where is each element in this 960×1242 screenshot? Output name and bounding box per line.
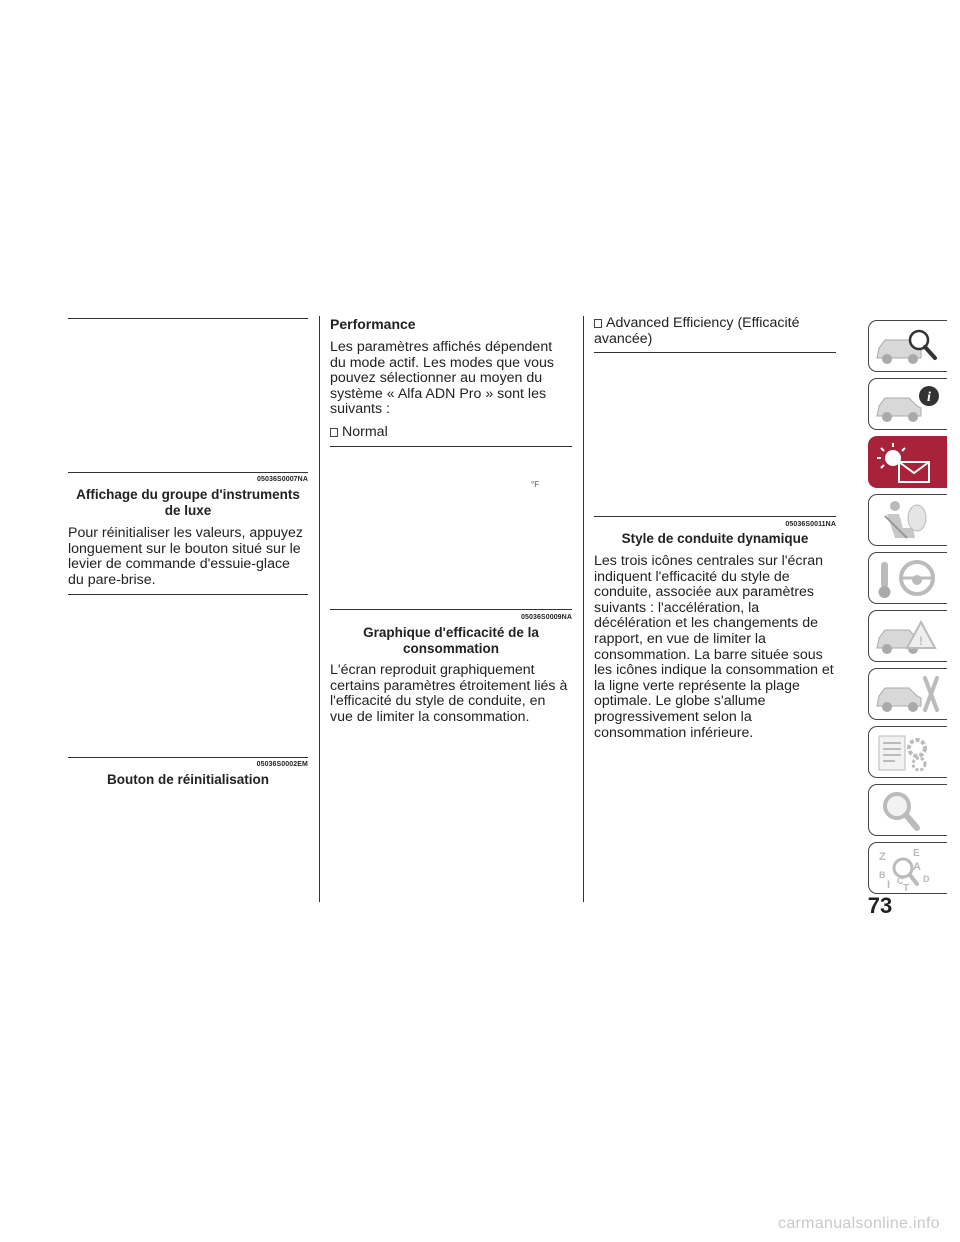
figure-bottom-rule: [68, 757, 308, 758]
figure-caption: Style de conduite dynamique: [621, 531, 809, 546]
tab-safety[interactable]: [868, 494, 947, 546]
paragraph: Les paramètres affichés dépendent du mode actif. Les modes que vous pouvez sélectionner au moyen du système « Alfa ADN Pro » sont les suivants :: [330, 339, 554, 418]
specifications-gear-icon: [873, 730, 945, 776]
figure-code: 05036S0011NA: [785, 521, 836, 528]
section-heading: Performance: [330, 316, 416, 332]
checkbox-bullet-icon: [594, 319, 602, 328]
tab-servicing[interactable]: [868, 668, 947, 720]
car-search-icon: [873, 324, 945, 370]
column-divider: [583, 316, 584, 902]
list-item: [330, 425, 388, 441]
car-info-icon: [873, 382, 945, 428]
figure-top-rule: [68, 594, 308, 595]
figure-top-rule: [330, 446, 572, 447]
figure-code: 05036S0007NA: [256, 476, 308, 483]
svg-text:!: !: [919, 634, 923, 648]
index-letter: C: [897, 876, 904, 886]
car-breakdown-icon: [873, 614, 945, 660]
figure-top-rule: [594, 352, 836, 353]
list-item: [594, 316, 834, 347]
airbag-seat-icon: [873, 498, 945, 544]
index-letter: I: [887, 879, 891, 891]
figure-caption: Affichage du groupe d'instruments de luxe: [76, 487, 300, 518]
svg-text:i: i: [927, 390, 931, 405]
alphabetical-index-icon: [873, 846, 945, 892]
tab-specifications[interactable]: [868, 726, 947, 778]
tab-car-info[interactable]: [868, 378, 947, 430]
tab-starting-driving[interactable]: [868, 552, 947, 604]
tab-emergency[interactable]: [868, 610, 947, 662]
figure-unit-label: °F: [531, 480, 540, 489]
tab-car-search[interactable]: [868, 320, 947, 372]
index-letter: T: [903, 883, 910, 892]
list-item-label: Normal: [342, 424, 388, 440]
tab-alphabetical-index[interactable]: [868, 842, 947, 894]
figure-top-rule: [68, 318, 308, 319]
index-letter: A: [913, 861, 921, 873]
index-letter: B: [879, 870, 886, 880]
figure-caption: Graphique d'efficacité de la consommation: [363, 625, 539, 656]
figure-bottom-rule: [594, 516, 836, 517]
index-letter: D: [923, 874, 930, 884]
paragraph: Les trois icônes centrales sur l'écran indiquent l'efficacité du style de conduite, associée aux paramètres suivants : l'accélération, la décélération et les changements de rapport, en vue de limiter la consommation. La barre située sous les icônes indique la consommation et la ligne verte représente la plage optimale. Le globe s'allume progressivement selon la consommation inférieure.: [594, 553, 834, 741]
figure-code: 05036S0002EM: [256, 761, 308, 768]
index-letter: Z: [879, 851, 886, 863]
tab-warning-lights[interactable]: [868, 436, 947, 488]
figure-bottom-rule: [330, 609, 572, 610]
paragraph: Pour réinitialiser les valeurs, appuyez longuement sur le bouton situé sur le levier de commande d'essuie-glace du pare-brise.: [68, 525, 303, 588]
list-item-label: Advanced Efficiency (Efficacité avancée): [594, 315, 800, 347]
page-number: 73: [867, 893, 893, 918]
paragraph: L'écran reproduit graphiquement certains paramètres étroitement liés à l'efficacité du style de conduite, en vue de limiter la consommation.: [330, 662, 568, 725]
column-divider: [319, 316, 320, 902]
figure-bottom-rule: [68, 472, 308, 473]
warning-light-message-icon: [873, 440, 945, 486]
magnifier-index-icon: [873, 788, 945, 834]
index-letter: E: [913, 848, 920, 859]
watermark: carmanualsonline.info: [778, 1215, 940, 1232]
figure-caption: Bouton de réinitialisation: [106, 772, 269, 787]
figure-code: 05036S0009NA: [520, 614, 572, 621]
car-service-tools-icon: [873, 672, 945, 718]
checkbox-bullet-icon: [330, 428, 338, 437]
tab-index[interactable]: [868, 784, 947, 836]
key-steering-wheel-icon: [873, 556, 945, 602]
